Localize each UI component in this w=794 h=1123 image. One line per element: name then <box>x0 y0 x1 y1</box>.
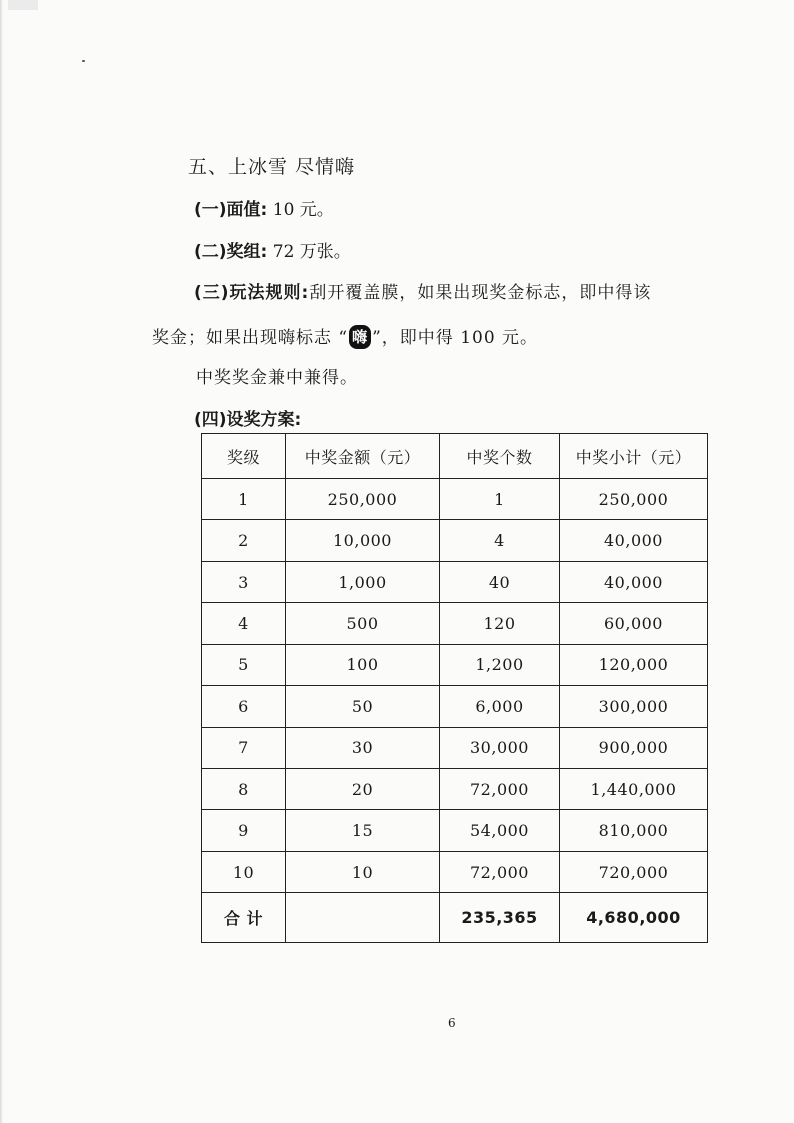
total-label: 合 计 <box>202 893 286 943</box>
cell-count: 40 <box>440 561 560 602</box>
cell-level: 8 <box>202 768 286 809</box>
scan-speck <box>82 60 85 62</box>
rules-text-2-prefix: 奖金；如果出现嗨标志 “ <box>152 328 349 348</box>
table-row <box>202 768 708 809</box>
cell-subtotal: 300,000 <box>560 686 708 727</box>
cell-level: 10 <box>202 851 286 892</box>
cell-amount: 500 <box>286 603 440 644</box>
header-cell-count: 中奖个数 <box>440 434 560 479</box>
cell-amount: 10 <box>286 851 440 892</box>
prize-plan-label: (四)设奖方案: <box>194 410 302 430</box>
cell-level: 9 <box>202 810 286 851</box>
cell-count: 6,000 <box>440 686 560 727</box>
table-row <box>202 727 708 768</box>
rules-line-2 <box>152 326 538 351</box>
cell-amount: 50 <box>286 686 440 727</box>
prize-group-line <box>194 240 351 264</box>
cell-level: 2 <box>202 520 286 561</box>
table-row <box>202 603 708 644</box>
total-count: 235,365 <box>440 893 560 943</box>
cell-level: 7 <box>202 727 286 768</box>
prize-table <box>201 433 708 943</box>
table-row <box>202 520 708 561</box>
header-cell-level: 奖级 <box>202 434 286 479</box>
prize-group-label: (二)奖组: <box>194 242 268 262</box>
table-row <box>202 810 708 851</box>
rules-text-1: 刮开覆盖膜，如果出现奖金标志，即中得该 <box>309 283 652 303</box>
cell-subtotal: 120,000 <box>560 644 708 685</box>
rules-label: (三)玩法规则: <box>194 283 310 303</box>
cell-subtotal: 810,000 <box>560 810 708 851</box>
table-row <box>202 851 708 892</box>
hai-logo-icon: 嗨 <box>349 325 371 349</box>
cell-amount: 1,000 <box>286 561 440 602</box>
cell-level: 4 <box>202 603 286 644</box>
cell-count: 1 <box>440 479 560 520</box>
cell-amount: 20 <box>286 768 440 809</box>
rules-line-3: 中奖奖金兼中兼得。 <box>196 368 358 388</box>
cell-subtotal: 40,000 <box>560 561 708 602</box>
prize-group-text: 72 万张。 <box>272 242 351 262</box>
cell-count: 1,200 <box>440 644 560 685</box>
cell-count: 4 <box>440 520 560 561</box>
cell-level: 3 <box>202 561 286 602</box>
cell-subtotal: 60,000 <box>560 603 708 644</box>
cell-count: 30,000 <box>440 727 560 768</box>
header-cell-subtotal: 中奖小计（元） <box>560 434 708 479</box>
table-row <box>202 644 708 685</box>
cell-count: 120 <box>440 603 560 644</box>
cell-subtotal: 900,000 <box>560 727 708 768</box>
rules-text-2-suffix: ”，即中得 100 元。 <box>372 328 539 348</box>
cell-subtotal: 1,440,000 <box>560 768 708 809</box>
table-row <box>202 686 708 727</box>
table-header-row <box>202 434 708 479</box>
scan-corner-mark <box>8 0 38 10</box>
total-row <box>202 893 708 943</box>
page-edge-shadow <box>0 0 3 1123</box>
cell-subtotal: 40,000 <box>560 520 708 561</box>
page-number: 6 <box>448 1016 456 1030</box>
face-value-text: 10 元。 <box>272 200 334 220</box>
cell-amount: 15 <box>286 810 440 851</box>
header-cell-amount: 中奖金额（元） <box>286 434 440 479</box>
cell-count: 54,000 <box>440 810 560 851</box>
cell-count: 72,000 <box>440 768 560 809</box>
section-title: 五、上冰雪 尽情嗨 <box>188 156 356 178</box>
cell-amount: 100 <box>286 644 440 685</box>
total-subtotal: 4,680,000 <box>560 893 708 943</box>
cell-count: 72,000 <box>440 851 560 892</box>
face-value-label: (一)面值: <box>194 200 268 220</box>
face-value-line <box>194 198 334 222</box>
cell-level: 5 <box>202 644 286 685</box>
cell-amount: 10,000 <box>286 520 440 561</box>
total-amount <box>286 893 440 943</box>
cell-amount: 30 <box>286 727 440 768</box>
cell-level: 6 <box>202 686 286 727</box>
table-row <box>202 561 708 602</box>
cell-level: 1 <box>202 479 286 520</box>
cell-amount: 250,000 <box>286 479 440 520</box>
rules-line-1 <box>194 281 651 305</box>
table-row <box>202 479 708 520</box>
cell-subtotal: 720,000 <box>560 851 708 892</box>
cell-subtotal: 250,000 <box>560 479 708 520</box>
